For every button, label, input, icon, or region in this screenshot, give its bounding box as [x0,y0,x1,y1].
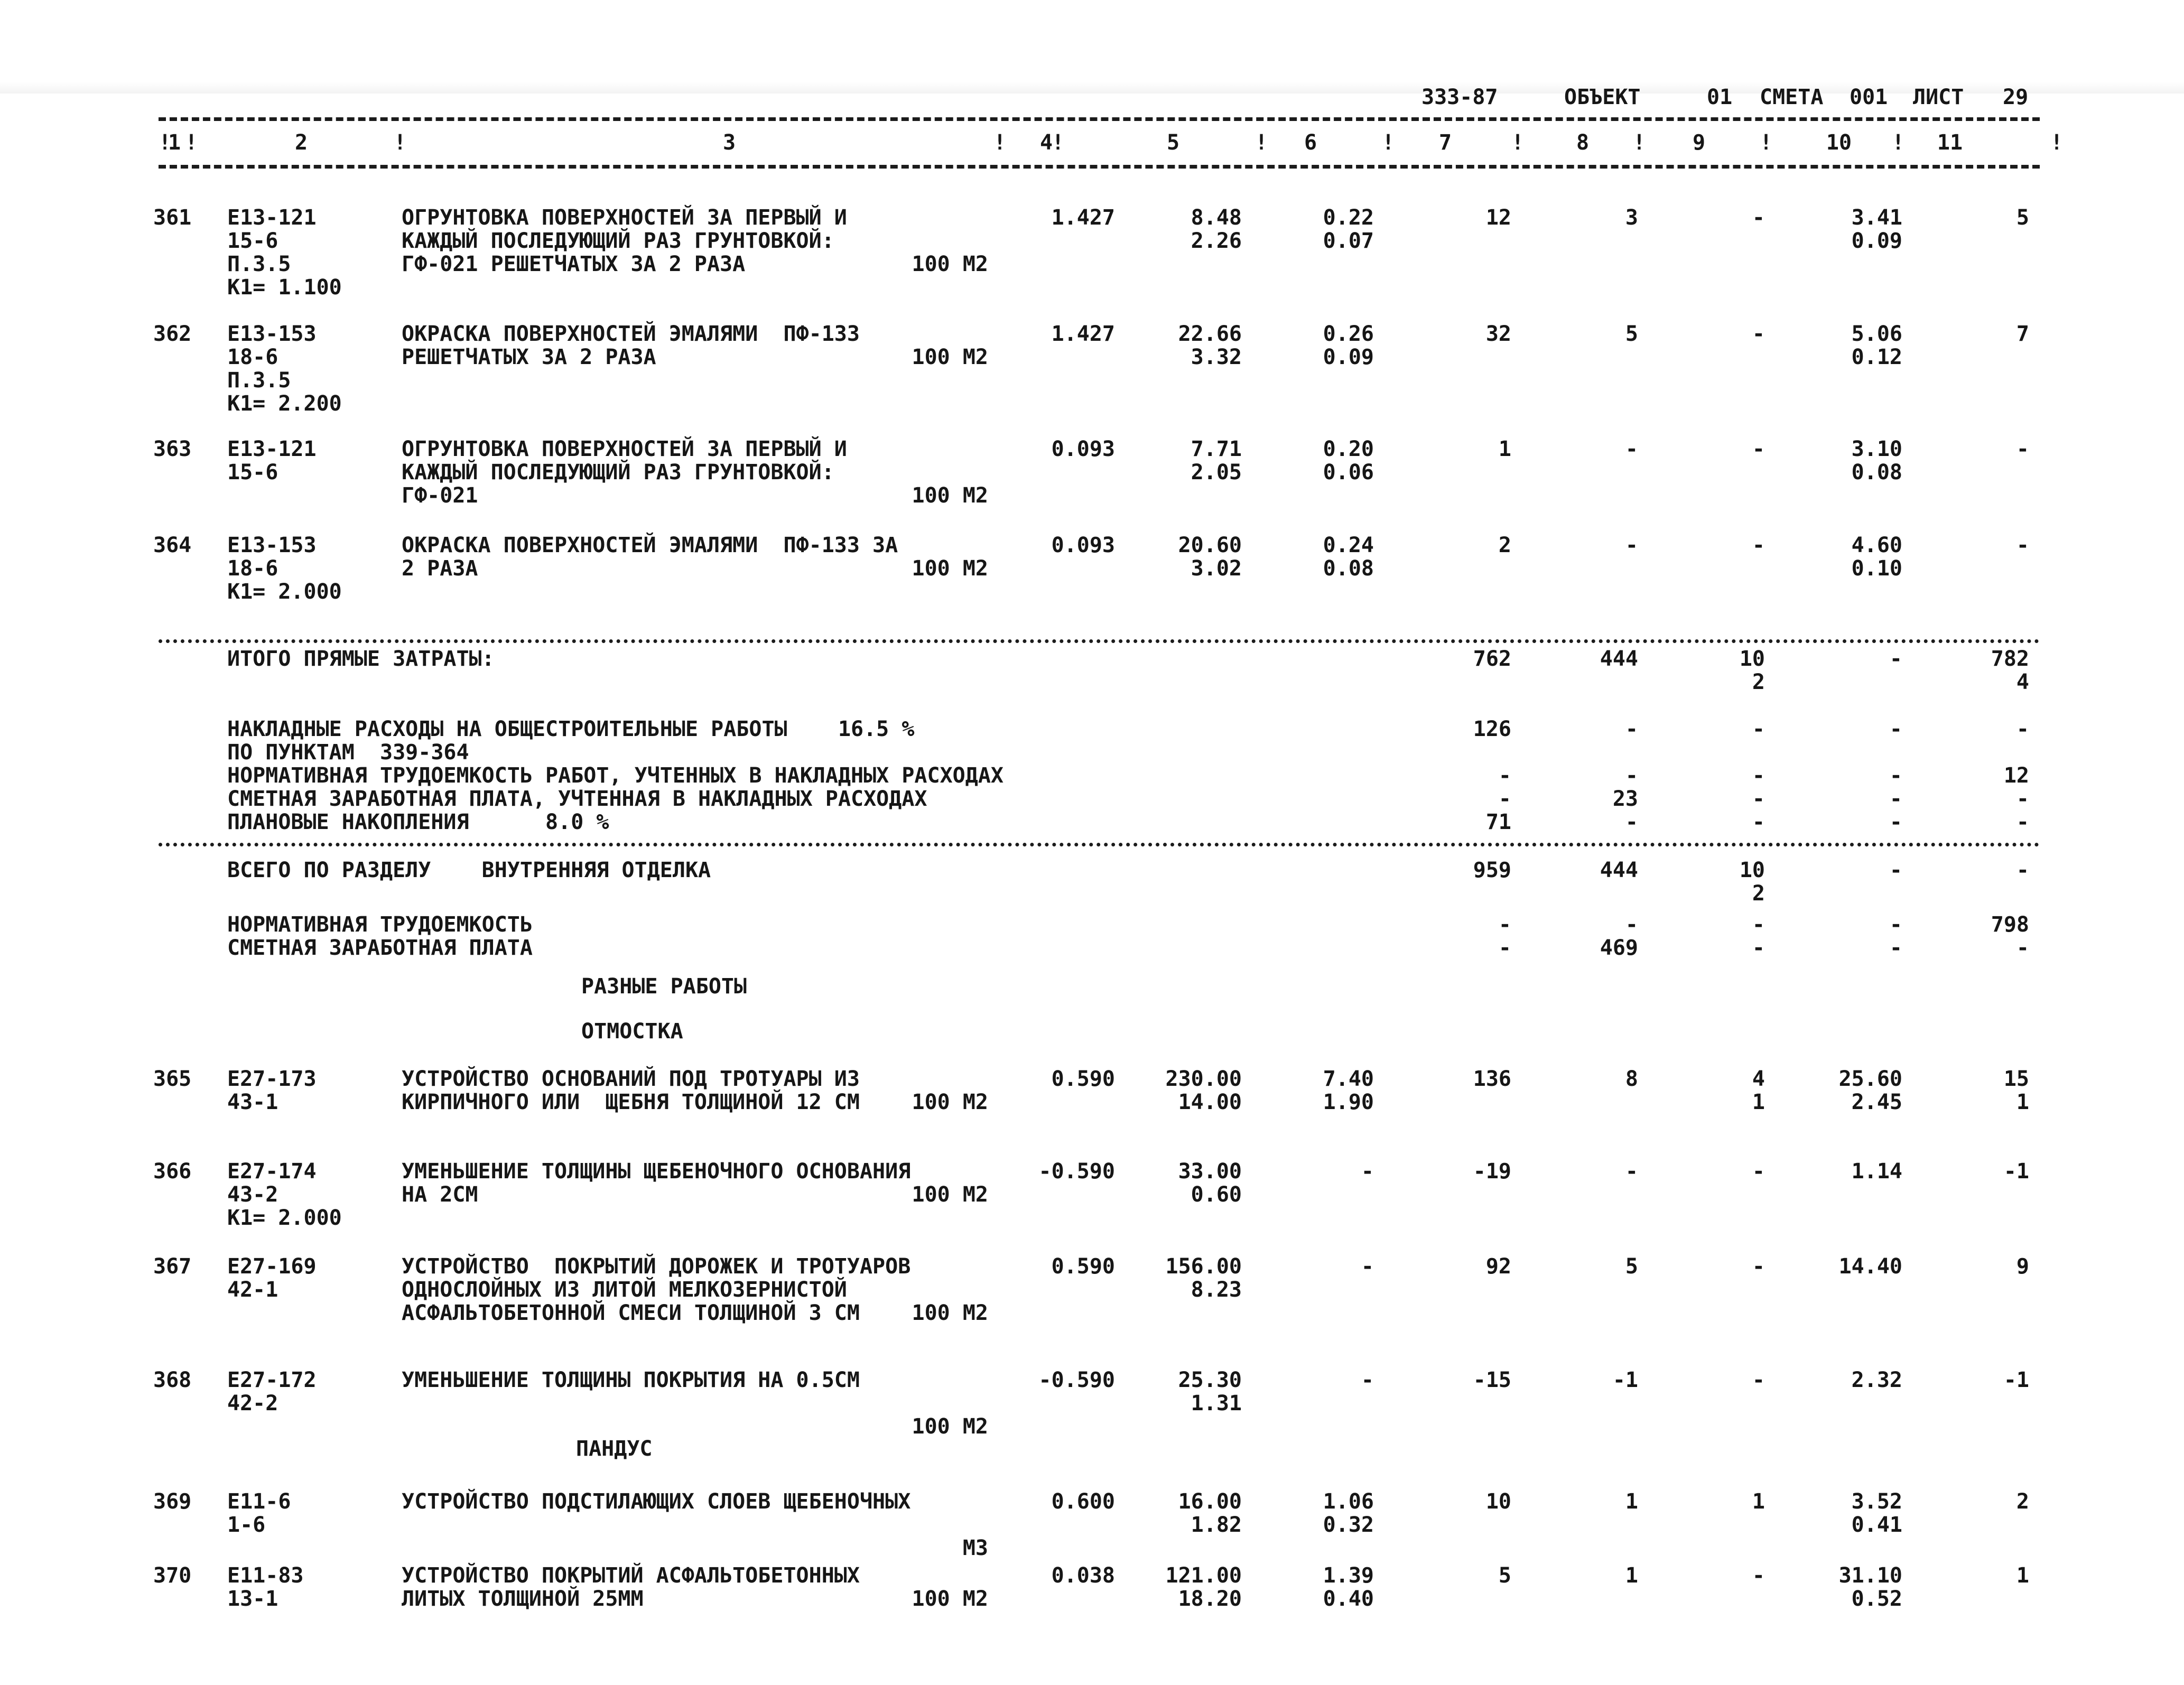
overhead-label: НАКЛАДНЫЕ РАСХОДЫ НА ОБЩЕСТРОИТЕЛЬНЫЕ РАБОТЫ 16.5 % [227,717,915,741]
c5-cell: 25.30 [1178,1368,1242,1392]
c6-cell: 1.06 [1323,1489,1374,1514]
c8-cell: - [1625,437,1638,461]
norm-code: К1= 1.100 [227,275,342,300]
c6-cell: 0.08 [1323,556,1374,581]
c10-cell: 0.52 [1851,1587,1902,1611]
norm-code: Е13-121 [227,437,317,461]
c11-cell: 1 [2016,1090,2029,1114]
c10-cell: 0.09 [1851,229,1902,253]
c10-cell: 3.41 [1851,206,1902,230]
unit-measure: 100 М2 [912,1090,988,1114]
norm-code: Е11-83 [227,1563,304,1588]
c9-cell: - [1752,322,1765,346]
norm-code: 42-1 [227,1278,278,1302]
c7-cell: 32 [1485,322,1511,346]
c9-total: 2 [1752,670,1765,694]
row-number: 367 [153,1254,192,1279]
overhead-points: ПО ПУНКТАМ 339-364 [227,740,469,765]
c10-total: - [1889,717,1902,741]
column-header-6: 6 [1304,131,1317,155]
c11-cell: -1 [2003,1368,2029,1392]
column-header-8: 8 [1576,131,1590,155]
c4-cell: 0.038 [1051,1563,1115,1588]
c10-cell: 31.10 [1838,1563,1902,1588]
unit-measure: 100 М2 [912,1587,988,1611]
c6-cell: 0.06 [1323,460,1374,485]
c9-cell: - [1752,1368,1765,1392]
c10-total: - [1889,913,1902,937]
column-header-3: 3 [722,131,736,155]
c9-total: - [1752,764,1765,788]
c9-total: - [1752,787,1765,811]
work-description: УМЕНЬШЕНИЕ ТОЛЩИНЫ ЩЕБЕНОЧНОГО ОСНОВАНИЯ [402,1159,911,1184]
header-rule-bottom [159,165,2040,169]
norm-code: Е27-174 [227,1159,317,1184]
norm-code: 43-1 [227,1090,278,1114]
c9-total: 10 [1739,858,1765,882]
work-description: РЕШЕТЧАТЫХ ЗА 2 РАЗА [402,345,656,369]
c4-cell: 0.590 [1051,1254,1115,1279]
c10-cell: 2.32 [1851,1368,1902,1392]
c8-cell: - [1625,533,1638,557]
c11-total: 12 [2003,764,2029,788]
c7-total: 71 [1485,810,1511,834]
c4-cell: 1.427 [1051,206,1115,230]
c5-cell: 2.05 [1191,460,1242,485]
c4-cell: 0.093 [1051,437,1115,461]
c4-cell: 0.093 [1051,533,1115,557]
c7-cell: 92 [1485,1254,1511,1279]
work-description: ОКРАСКА ПОВЕРХНОСТЕЙ ЭМАЛЯМИ ПФ-133 [402,322,860,346]
row-number: 366 [153,1159,192,1184]
c9-total: 2 [1752,881,1765,906]
c5-cell: 7.71 [1191,437,1242,461]
norm-code: 15-6 [227,229,278,253]
row-number: 364 [153,533,192,557]
c4-cell: 0.590 [1051,1067,1115,1091]
c7-total: 762 [1473,647,1511,671]
c9-total: - [1752,913,1765,937]
work-description: ОГРУНТОВКА ПОВЕРХНОСТЕЙ ЗА ПЕРВЫЙ И [402,206,847,230]
sheet-label: ЛИСТ [1913,85,1964,109]
c11-cell: 5 [2016,206,2029,230]
object-label: ОБЪЕКТ [1564,85,1641,109]
c8-total: - [1625,764,1638,788]
norm-code: Е27-173 [227,1067,317,1091]
c10-cell: 25.60 [1838,1067,1902,1091]
row-number: 362 [153,322,192,346]
column-separator: ! [185,131,198,155]
norm-code: Е13-153 [227,533,317,557]
c6-cell: 7.40 [1323,1067,1374,1091]
c7-total: - [1498,787,1511,811]
column-separator: ! [159,131,172,155]
c6-cell: 0.22 [1323,206,1374,230]
c9-cell: - [1752,1563,1765,1588]
unit-measure: 100 М2 [912,345,988,369]
row-number: 363 [153,437,192,461]
column-header-4: 4 [1039,131,1053,155]
c11-total: 798 [1991,913,2029,937]
c6-cell: 0.26 [1323,322,1374,346]
c10-total: - [1889,647,1902,671]
c10-cell: 0.08 [1851,460,1902,485]
work-description: КИРПИЧНОГО ИЛИ ЩЕБНЯ ТОЛЩИНОЙ 12 СМ [402,1090,860,1114]
c11-total: 782 [1991,647,2029,671]
c7-total: - [1498,913,1511,937]
row-number: 365 [153,1067,192,1091]
row-number: 368 [153,1368,192,1392]
c10-cell: 0.10 [1851,556,1902,581]
norm-code: 1-6 [227,1513,266,1537]
c11-total: - [2016,936,2029,960]
c6-cell: - [1361,1368,1374,1392]
c5-cell: 8.23 [1191,1278,1242,1302]
c10-cell: 1.14 [1851,1159,1902,1184]
norm-code: 15-6 [227,460,278,485]
c5-cell: 0.60 [1191,1183,1242,1207]
c10-cell: 3.52 [1851,1489,1902,1514]
norm-code: 42-2 [227,1391,278,1416]
c11-total: 4 [2016,670,2029,694]
c10-cell: 0.41 [1851,1513,1902,1537]
c9-total: - [1752,717,1765,741]
wage-in-overhead-label: СМЕТНАЯ ЗАРАБОТНАЯ ПЛАТА, УЧТЕННАЯ В НАКЛАДНЫХ РАСХОДАХ [227,787,927,811]
c7-cell: 2 [1498,533,1511,557]
work-description: ЛИТЫХ ТОЛЩИНОЙ 25ММ [402,1587,644,1611]
c9-total: - [1752,936,1765,960]
c5-cell: 8.48 [1191,206,1242,230]
c8-total: 444 [1600,647,1638,671]
c9-cell: 4 [1752,1067,1765,1091]
section-heading-otmostka: ОТМОСТКА [581,1019,683,1044]
norm-code: К1= 2.000 [227,580,342,604]
c5-cell: 3.02 [1191,556,1242,581]
c9-cell: 1 [1752,1090,1765,1114]
c11-cell: -1 [2003,1159,2029,1184]
c5-cell: 22.66 [1178,322,1242,346]
column-header-9: 9 [1692,131,1706,155]
c4-cell: -0.590 [1038,1159,1115,1184]
c10-cell: 0.12 [1851,345,1902,369]
c10-total: - [1889,810,1902,834]
c5-cell: 18.20 [1178,1587,1242,1611]
work-description: ГФ-021 РЕШЕТЧАТЫХ ЗА 2 РАЗА [402,252,746,276]
unit-measure: 100 М2 [912,252,988,276]
column-header-5: 5 [1166,131,1180,155]
c10-total: - [1889,787,1902,811]
work-description: УСТРОЙСТВО ПОДСТИЛАЮЩИХ СЛОЕВ ЩЕБЕНОЧНЫХ [402,1489,911,1514]
c6-cell: 0.07 [1323,229,1374,253]
c6-cell: 0.20 [1323,437,1374,461]
work-description: КАЖДЫЙ ПОСЛЕДУЮЩИЙ РАЗ ГРУНТОВКОЙ: [402,460,834,485]
sheet-number: 29 [2003,85,2029,109]
doc-reference: 333-87 [1421,85,1498,109]
column-separator: ! [993,131,1007,155]
c8-total: 444 [1600,858,1638,882]
object-number: 01 [1707,85,1733,109]
c7-cell: 1 [1498,437,1511,461]
work-description: УМЕНЬШЕНИЕ ТОЛЩИНЫ ПОКРЫТИЯ НА 0.5СМ [402,1368,860,1392]
unit-measure: М3 [962,1536,988,1560]
c9-total: 10 [1739,647,1765,671]
norm-code: К1= 2.000 [227,1206,342,1230]
unit-measure: 100 М2 [912,1183,988,1207]
work-description: КАЖДЫЙ ПОСЛЕДУЮЩИЙ РАЗ ГРУНТОВКОЙ: [402,229,834,253]
c7-cell: -15 [1473,1368,1511,1392]
c7-total: - [1498,764,1511,788]
c6-cell: 1.39 [1323,1563,1374,1588]
c11-cell: 7 [2016,322,2029,346]
norm-code: 18-6 [227,556,278,581]
c4-cell: 0.600 [1051,1489,1115,1514]
work-description: НА 2СМ [402,1183,478,1207]
estimate-number: 001 [1850,85,1888,109]
c8-total: - [1625,717,1638,741]
work-description: ОКРАСКА ПОВЕРХНОСТЕЙ ЭМАЛЯМИ ПФ-133 ЗА [402,533,898,557]
c11-cell: 9 [2016,1254,2029,1279]
c8-total: 23 [1612,787,1638,811]
c5-cell: 33.00 [1178,1159,1242,1184]
c8-cell: 1 [1625,1563,1638,1588]
column-separator: ! [1255,131,1268,155]
c7-cell: 136 [1473,1067,1511,1091]
work-description: УСТРОЙСТВО ОСНОВАНИЙ ПОД ТРОТУАРЫ ИЗ [402,1067,860,1091]
column-separator: ! [1052,131,1065,155]
c11-total: - [2016,717,2029,741]
c11-total: - [2016,787,2029,811]
c5-cell: 16.00 [1178,1489,1242,1514]
labor-in-overhead-label: НОРМАТИВНАЯ ТРУДОЕМКОСТЬ РАБОТ, УЧТЕННЫХ В НАКЛАДНЫХ РАСХОДАХ [227,764,1004,788]
c7-total: 126 [1473,717,1511,741]
estimate-label: СМЕТА [1760,85,1824,109]
c4-cell: -0.590 [1038,1368,1115,1392]
c8-cell: 1 [1625,1489,1638,1514]
norm-code: 18-6 [227,345,278,369]
norm-code: Е13-121 [227,206,317,230]
unit-measure: 100 М2 [912,1301,988,1325]
c9-cell: - [1752,206,1765,230]
work-description: 2 РАЗА [402,556,478,581]
work-description: ГФ-021 [402,483,478,508]
c11-total: - [2016,810,2029,834]
c5-cell: 121.00 [1165,1563,1242,1588]
c10-total: - [1889,936,1902,960]
norm-code: 43-2 [227,1183,278,1207]
c7-cell: -19 [1473,1159,1511,1184]
c8-cell: 8 [1625,1067,1638,1091]
work-description: УСТРОЙСТВО ПОКРЫТИЙ АСФАЛЬТОБЕТОННЫХ [402,1563,860,1588]
row-number: 370 [153,1563,192,1588]
c7-total: - [1498,936,1511,960]
c9-cell: 1 [1752,1489,1765,1514]
column-header-2: 2 [294,131,308,155]
c8-total: - [1625,810,1638,834]
c5-cell: 2.26 [1191,229,1242,253]
c8-total: 469 [1600,936,1638,960]
c11-cell: 2 [2016,1489,2029,1514]
unit-measure: 100 М2 [912,1414,988,1439]
c10-cell: 3.10 [1851,437,1902,461]
norm-code: Е11-6 [227,1489,291,1514]
c10-cell: 4.60 [1851,533,1902,557]
c6-cell: 0.09 [1323,345,1374,369]
c8-cell: 5 [1625,1254,1638,1279]
column-separator: ! [1892,131,1905,155]
c6-cell: - [1361,1254,1374,1279]
c5-cell: 14.00 [1178,1090,1242,1114]
column-separator: ! [1633,131,1646,155]
c8-cell: 5 [1625,322,1638,346]
c7-cell: 12 [1485,206,1511,230]
unit-measure: 100 М2 [912,556,988,581]
unit-measure: 100 М2 [912,483,988,508]
c6-cell: 0.40 [1323,1587,1374,1611]
column-header-11: 11 [1937,131,1963,155]
c8-cell: - [1625,1159,1638,1184]
norm-labor-label: НОРМАТИВНАЯ ТРУДОЕМКОСТЬ [227,913,533,937]
work-description: АСФАЛЬТОБЕТОННОЙ СМЕСИ ТОЛЩИНОЙ 3 СМ [402,1301,860,1325]
c9-cell: - [1752,533,1765,557]
c5-cell: 1.31 [1191,1391,1242,1416]
work-description: УСТРОЙСТВО ПОКРЫТИЙ ДОРОЖЕК И ТРОТУАРОВ [402,1254,911,1279]
c11-total: - [2016,858,2029,882]
c11-cell: - [2016,437,2029,461]
c5-cell: 1.82 [1191,1513,1242,1537]
section-rule [159,843,2040,846]
planned-savings-label: ПЛАНОВЫЕ НАКОПЛЕНИЯ 8.0 % [227,810,609,834]
c11-cell: 15 [2003,1067,2029,1091]
c10-cell: 5.06 [1851,322,1902,346]
section-total-label: ВСЕГО ПО РАЗДЕЛУ ВНУТРЕННЯЯ ОТДЕЛКА [227,858,711,882]
c5-cell: 156.00 [1165,1254,1242,1279]
totals-rule-top [159,639,2040,643]
norm-code: Е27-172 [227,1368,317,1392]
c10-total: - [1889,858,1902,882]
column-separator: ! [2050,131,2064,155]
column-header-1: 1 [168,131,181,155]
column-header-10: 10 [1826,131,1852,155]
direct-costs-label: ИТОГО ПРЯМЫЕ ЗАТРАТЫ: [227,647,495,671]
c6-cell: 1.90 [1323,1090,1374,1114]
c7-cell: 10 [1485,1489,1511,1514]
c9-cell: - [1752,1254,1765,1279]
c7-total: 959 [1473,858,1511,882]
c5-cell: 3.32 [1191,345,1242,369]
row-number: 369 [153,1489,192,1514]
c7-cell: 5 [1498,1563,1511,1588]
c4-cell: 1.427 [1051,322,1115,346]
column-separator: ! [1382,131,1395,155]
c5-cell: 230.00 [1165,1067,1242,1091]
c6-cell: 0.24 [1323,533,1374,557]
c9-cell: - [1752,1159,1765,1184]
column-header-7: 7 [1438,131,1452,155]
c9-cell: - [1752,437,1765,461]
c8-total: - [1625,913,1638,937]
c9-total: - [1752,810,1765,834]
estimated-wage-label: СМЕТНАЯ ЗАРАБОТНАЯ ПЛАТА [227,936,533,960]
norm-code: К1= 2.200 [227,392,342,416]
norm-code: Е13-153 [227,322,317,346]
header-rule-top [159,117,2040,121]
c10-cell: 14.40 [1838,1254,1902,1279]
norm-code: П.3.5 [227,252,291,276]
c11-cell: 1 [2016,1563,2029,1588]
c6-cell: 0.32 [1323,1513,1374,1537]
work-description: ОДНОСЛОЙНЫХ ИЗ ЛИТОЙ МЕЛКОЗЕРНИСТОЙ [402,1278,847,1302]
c10-cell: 2.45 [1851,1090,1902,1114]
c10-total: - [1889,764,1902,788]
column-separator: ! [1511,131,1525,155]
row-number: 361 [153,206,192,230]
section-heading-pandus: ПАНДУС [576,1437,653,1461]
c8-cell: 3 [1625,206,1638,230]
column-separator: ! [394,131,407,155]
norm-code: 13-1 [227,1587,278,1611]
c8-cell: -1 [1612,1368,1638,1392]
norm-code: П.3.5 [227,368,291,393]
c6-cell: - [1361,1159,1374,1184]
c5-cell: 20.60 [1178,533,1242,557]
norm-code: Е27-169 [227,1254,317,1279]
work-description: ОГРУНТОВКА ПОВЕРХНОСТЕЙ ЗА ПЕРВЫЙ И [402,437,847,461]
section-heading-misc: РАЗНЫЕ РАБОТЫ [581,974,747,999]
c11-cell: - [2016,533,2029,557]
column-separator: ! [1760,131,1773,155]
